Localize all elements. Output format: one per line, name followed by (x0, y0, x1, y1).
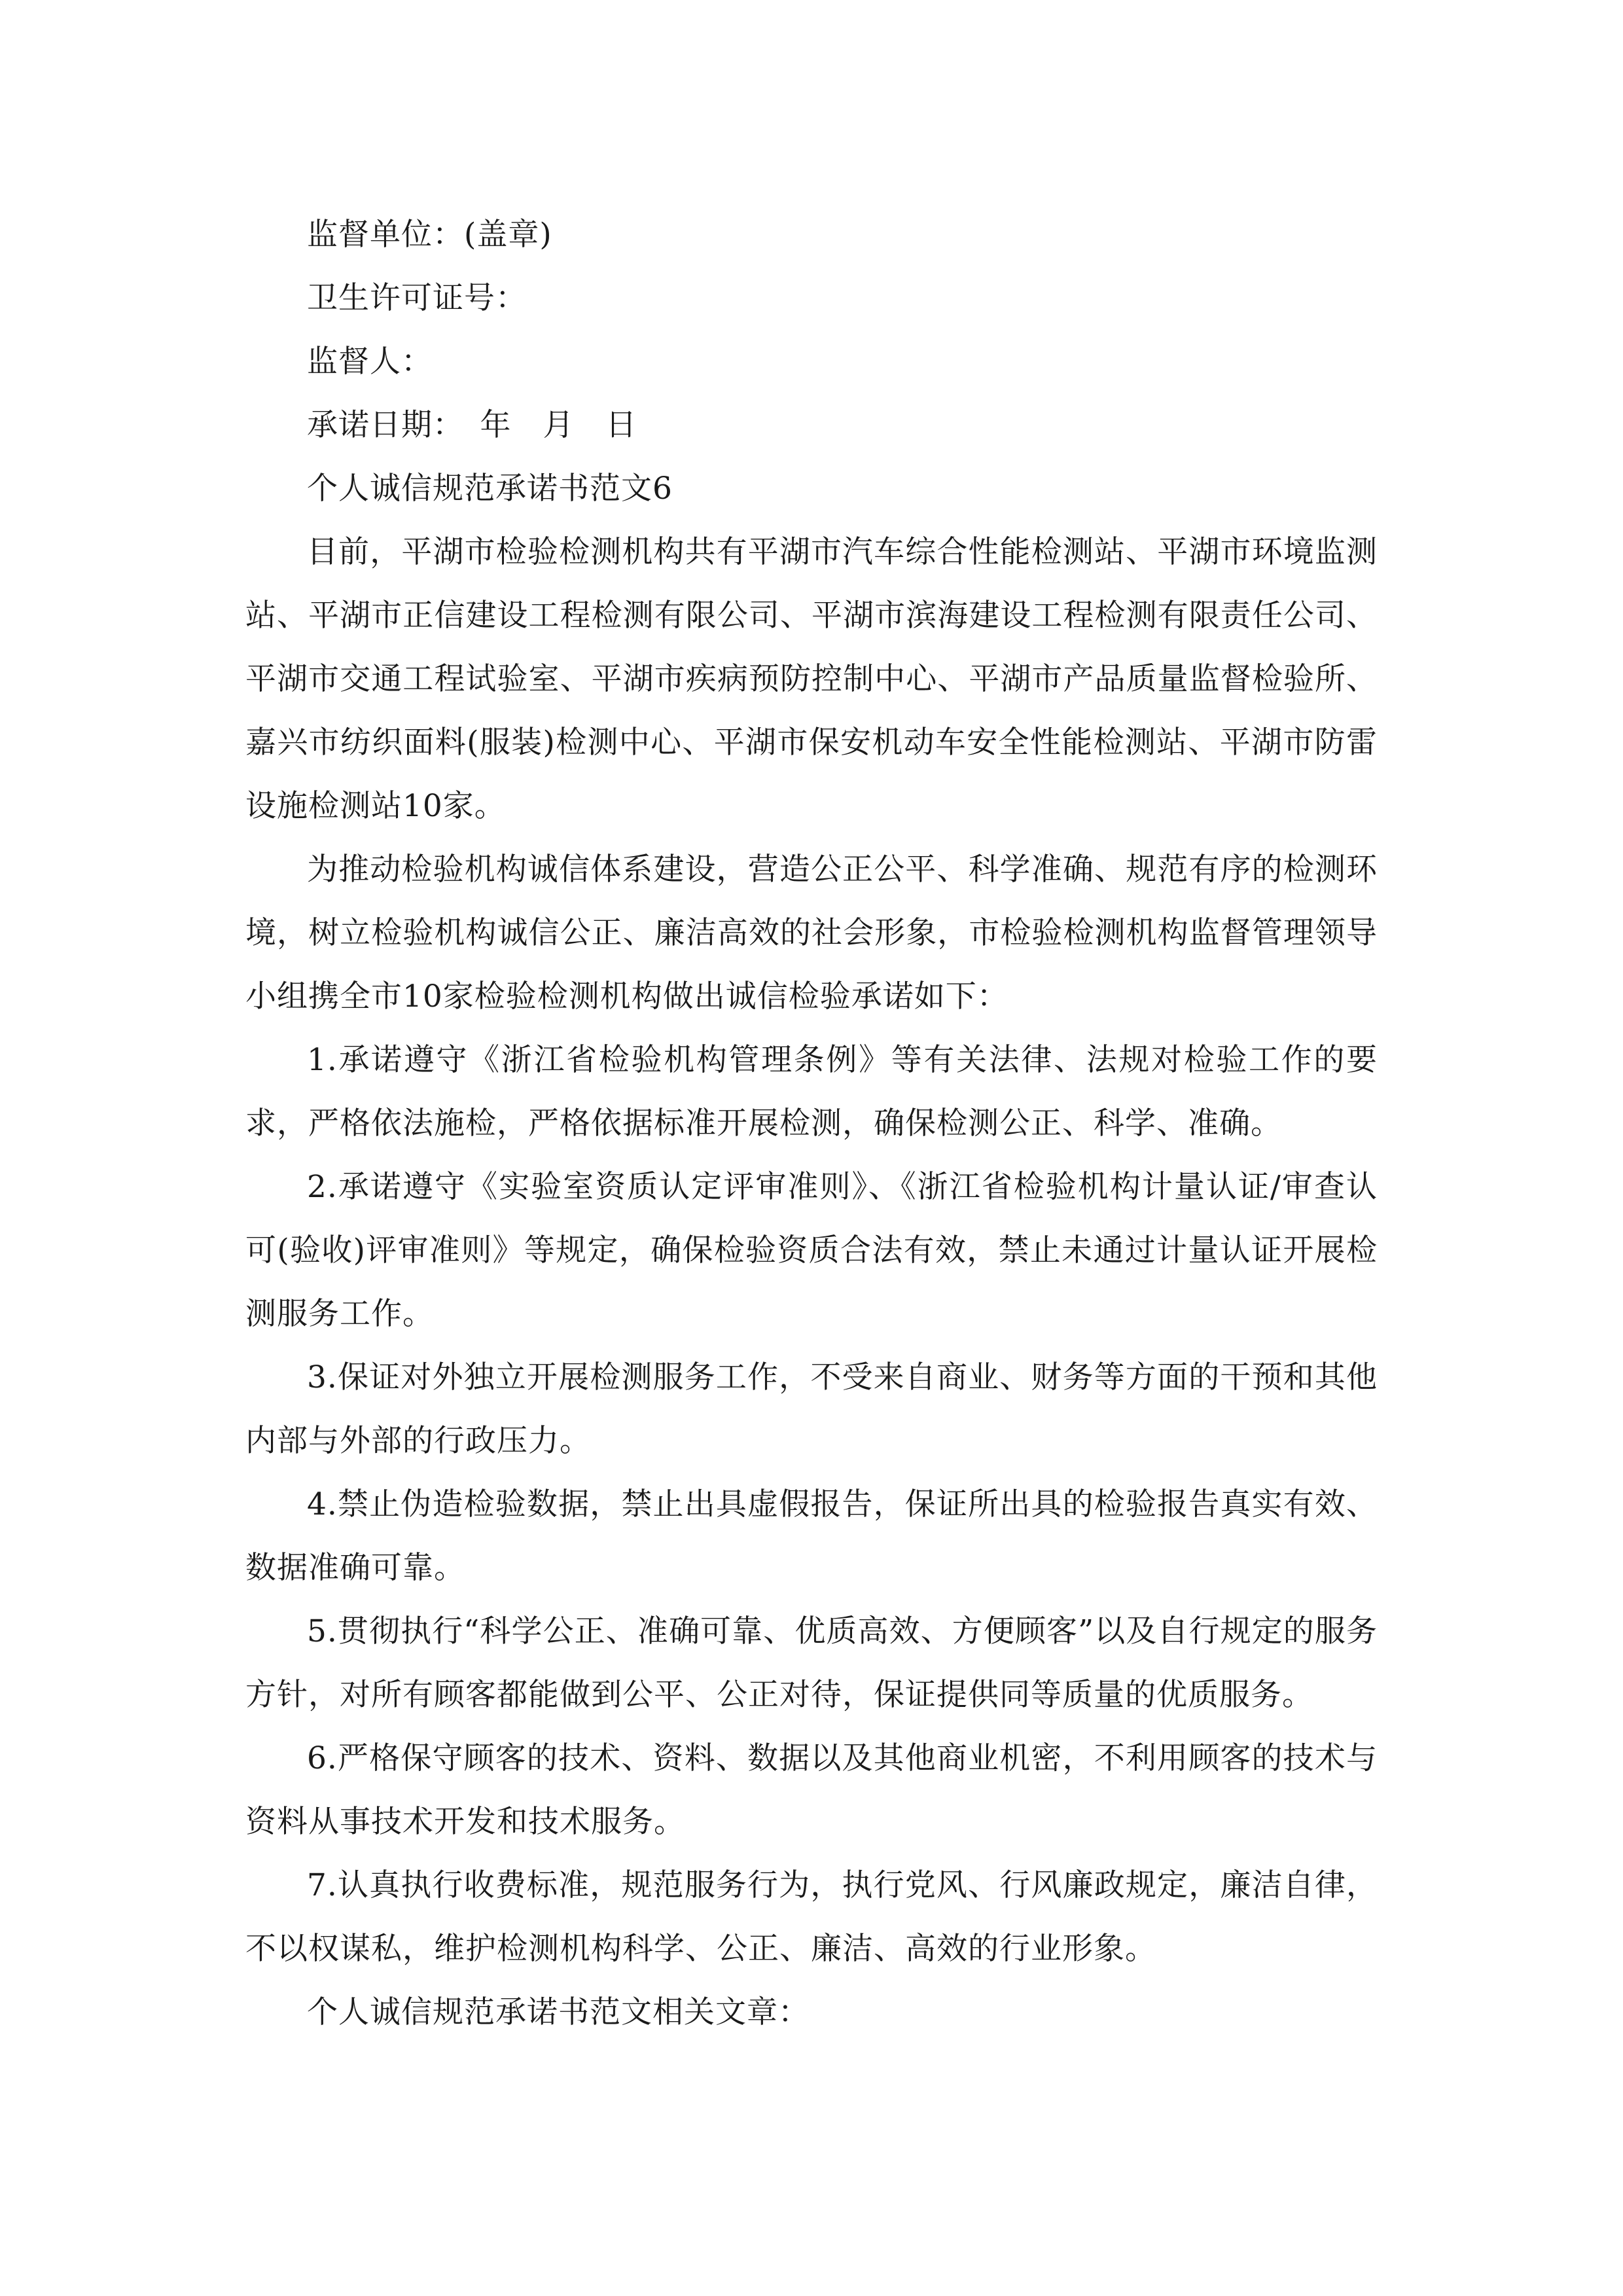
paragraph-item-7: 7.认真执行收费标准，规范服务行为，执行党风、行风廉政规定，廉洁自律，不以权谋私，维护检测机构科学、公正、廉洁、高效的行业形象。 (245, 1867, 1378, 1967)
license-number-line: 卫生许可证号： (307, 280, 527, 316)
supervisor-line: 监督人： (307, 344, 433, 380)
section-title: 个人诚信规范承诺书范文6 (307, 471, 673, 507)
related-articles-heading: 个人诚信规范承诺书范文相关文章： (307, 1994, 810, 2030)
promise-date-line: 承诺日期： 年 月 日 (307, 407, 637, 443)
document-body (245, 203, 1378, 2044)
paragraph-item-6: 6.严格保守顾客的技术、资料、数据以及其他商业机密，不利用顾客的技术与资料从事技术开发和技术服务。 (245, 1740, 1378, 1840)
paragraph-item-2: 2.承诺遵守《实验室资质认定评审准则》、《浙江省检验机构计量认证/审查认可(验收)评审准则》等规定，确保检验资质合法有效，禁止未通过计量认证开展检测服务工作。 (245, 1169, 1378, 1332)
paragraph-purpose: 为推动检验机构诚信体系建设，营造公正公平、科学准确、规范有序的检测环境，树立检验机构诚信公正、廉洁高效的社会形象，市检验检测机构监督管理领导小组携全市10家检验检测机构做出诚信检验承诺如下： (245, 852, 1378, 1014)
paragraph-intro: 目前，平湖市检验检测机构共有平湖市汽车综合性能检测站、平湖市环境监测站、平湖市正信建设工程检测有限公司、平湖市滨海建设工程检测有限责任公司、平湖市交通工程试验室、平湖市疾病预防控制中心、平湖市产品质量监督检验所、嘉兴市纺织面料(服装)检测中心、平湖市保安机动车安全性能检测站、平湖市防雷设施检测站10家。 (245, 534, 1378, 824)
paragraph-item-1: 1.承诺遵守《浙江省检验机构管理条例》等有关法律、法规对检验工作的要求，严格依法施检，严格依据标准开展检测，确保检测公正、科学、准确。 (245, 1042, 1378, 1141)
paragraph-item-5: 5.贯彻执行“科学公正、准确可靠、优质高效、方便顾客”以及自行规定的服务方针，对所有顾客都能做到公平、公正对待，保证提供同等质量的优质服务。 (245, 1613, 1378, 1713)
paragraph-item-4: 4.禁止伪造检验数据，禁止出具虚假报告，保证所出具的检验报告真实有效、数据准确可靠。 (245, 1486, 1378, 1586)
supervisor-unit-line: 监督单位：(盖章) (307, 217, 552, 253)
paragraph-item-3: 3.保证对外独立开展检测服务工作，不受来自商业、财务等方面的干预和其他内部与外部的行政压力。 (245, 1359, 1378, 1459)
